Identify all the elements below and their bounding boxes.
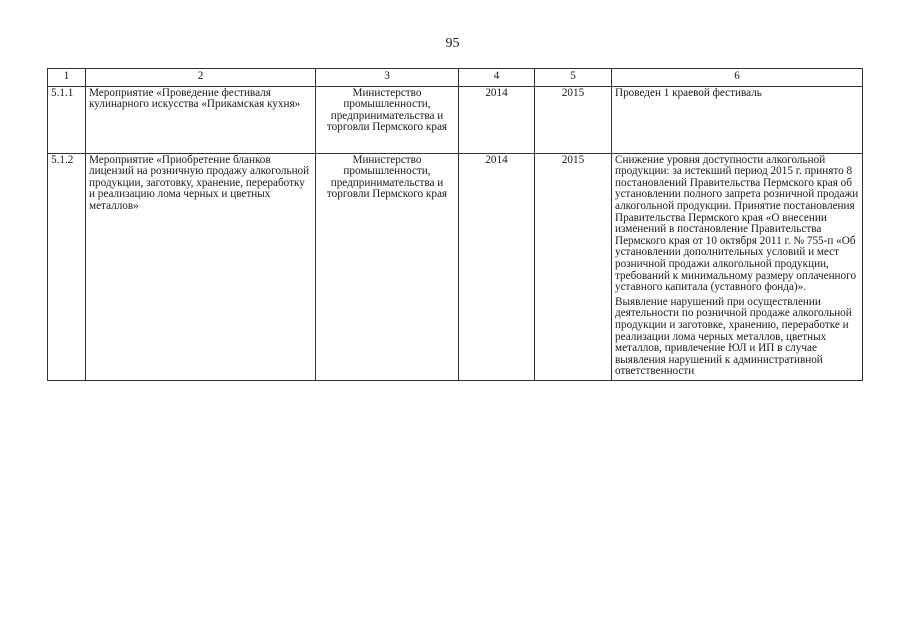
- program-measures-table: [47, 68, 863, 381]
- result-description: [612, 153, 863, 380]
- responsible-executor: Министерство промышленности, предпринимательства и торговли Пермского края: [316, 86, 459, 153]
- page-number: 95: [445, 36, 460, 51]
- row-number: 5.1.2: [48, 153, 86, 380]
- end-year: 2015: [535, 153, 612, 380]
- column-header-1: 1: [48, 69, 86, 87]
- measure-name: Мероприятие «Приобретение бланков лицензий на розничную продажу алкогольной продукции, заготовку, хранение, переработку и реализацию лома черных и цветных металлов»: [86, 153, 316, 380]
- result-paragraph: Выявление нарушений при осуществлении деятельности по розничной продаже алкогольной продукции и заготовке, хранению, переработке и реализации лома черных металлов, цветных металлов, привлечение ЮЛ и ИП в случае выявления нарушений к административной ответственности: [615, 295, 852, 378]
- table-row: [48, 86, 863, 153]
- column-header-6: 6: [612, 69, 863, 87]
- start-year: 2014: [459, 86, 535, 153]
- start-year: 2014: [459, 153, 535, 380]
- result-description: [612, 86, 863, 153]
- row-number: 5.1.1: [48, 86, 86, 153]
- responsible-executor: Министерство промышленности, предпринимательства и торговли Пермского края: [316, 153, 459, 380]
- column-header-3: 3: [316, 69, 459, 87]
- end-year: 2015: [535, 86, 612, 153]
- result-paragraph: Проведен 1 краевой фестиваль: [615, 86, 762, 99]
- table-header-row: [48, 69, 863, 87]
- column-header-4: 4: [459, 69, 535, 87]
- measure-name: Мероприятие «Проведение фестиваля кулинарного искусства «Прикамская кухня»: [86, 86, 316, 153]
- table-row: [48, 153, 863, 380]
- column-header-2: 2: [86, 69, 316, 87]
- result-paragraph: Снижение уровня доступности алкогольной продукции: за истекший период 2015 г. принято 8 постановлений Правительства Пермского края об установлении полного запрета розничной продажи алкогольной продукции. Принятие постановления Правительства Пермского края «О внесении изменений в постановление Правительства Пермского края от 10 октября 2011 г. № 755-п «Об установлении дополнительных условий и мест розничной продажи алкогольной продукции, требований к минимальному размеру оплаченного уставного капитала (уставного фонда)».: [615, 153, 859, 294]
- column-header-5: 5: [535, 69, 612, 87]
